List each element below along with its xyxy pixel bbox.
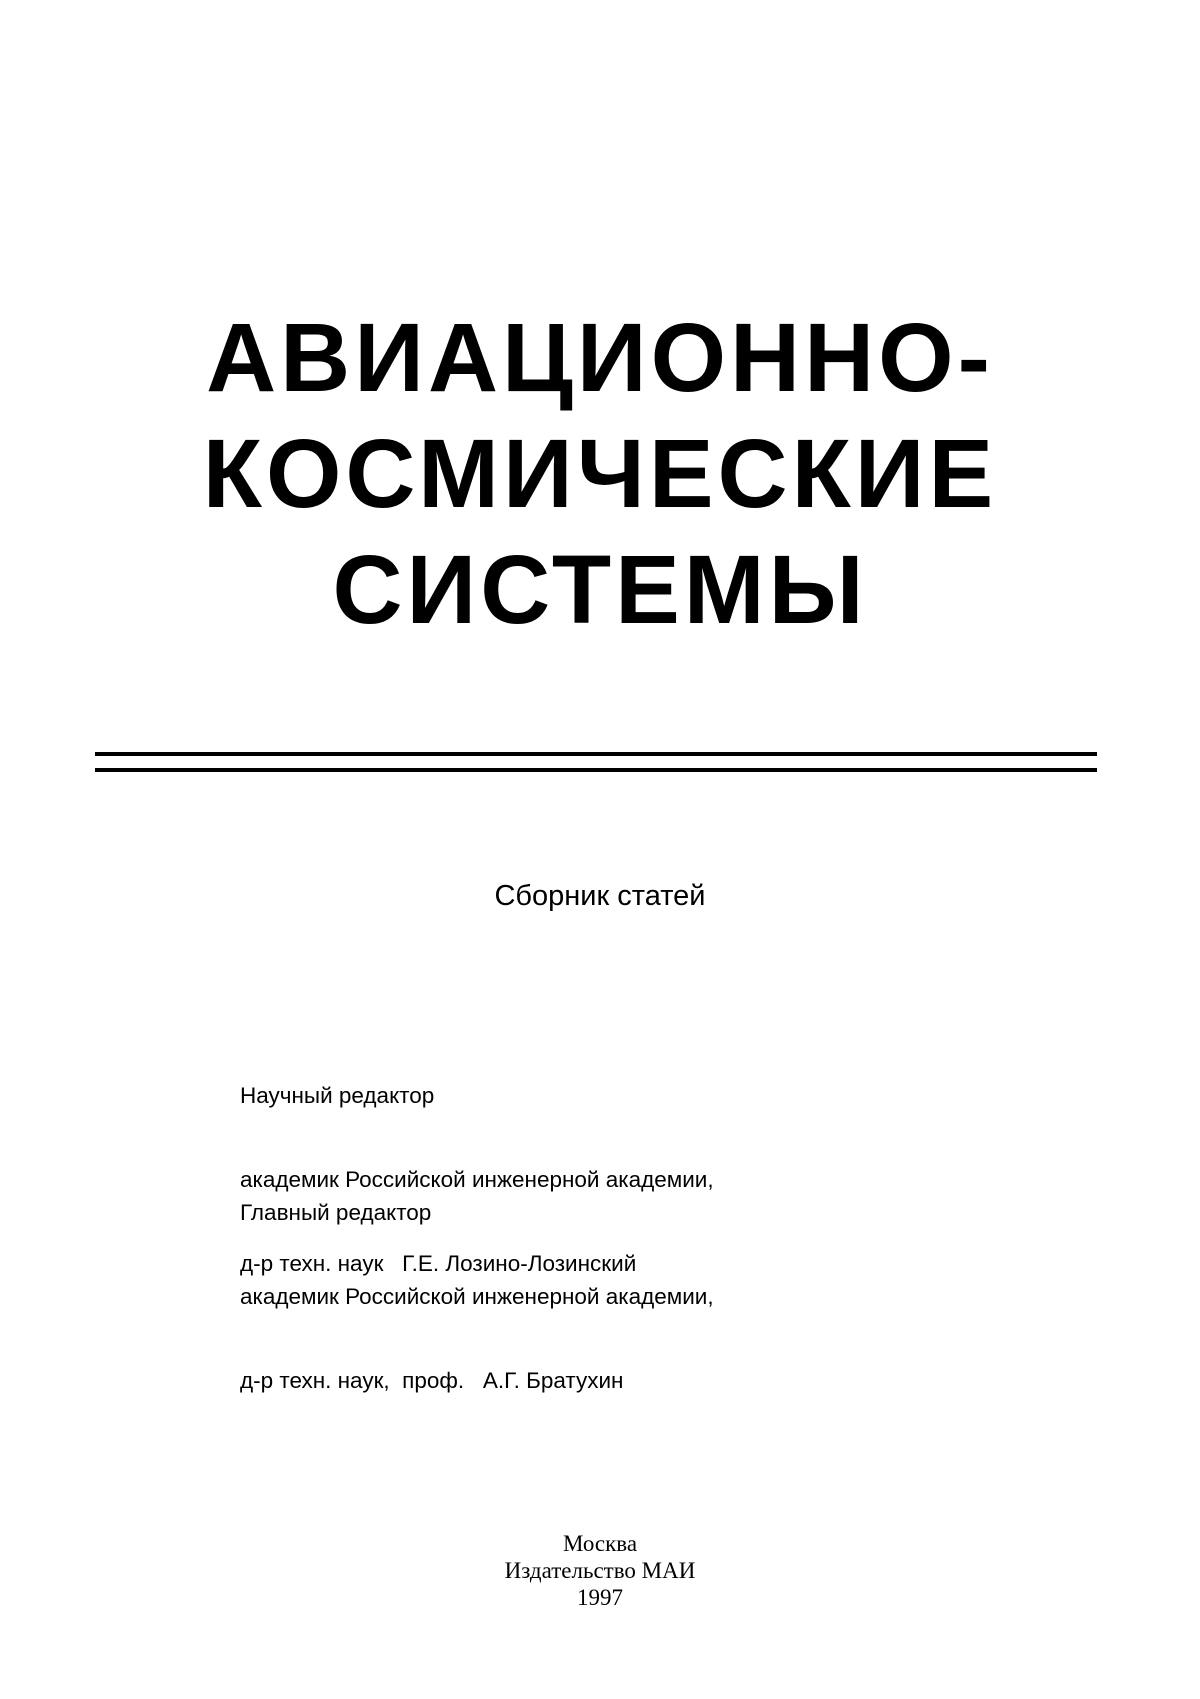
- chief-editor-name: д-р техн. наук, проф. А.Г. Братухин: [240, 1368, 624, 1393]
- book-title-line-3: СИСТЕМЫ: [332, 535, 868, 644]
- scientific-editor-title: академик Российской инженерной академии,: [240, 1167, 714, 1192]
- chief-editor-block: [240, 1143, 1140, 1423]
- imprint-city: Москва: [562, 1531, 638, 1556]
- imprint-year: 1997: [577, 1585, 623, 1610]
- book-title: [0, 300, 1200, 648]
- book-subtitle: Сборник статей: [494, 880, 706, 912]
- book-title-line-1: АВИАЦИОННО-: [206, 303, 994, 412]
- scientific-editor-name: д-р техн. наук Г.Е. Лозино-Лозинский: [240, 1251, 637, 1276]
- scientific-editor-role: Научный редактор: [240, 1083, 435, 1108]
- book-title-line-2: КОСМИЧЕСКИЕ: [202, 419, 998, 528]
- divider-rule-bottom: [95, 768, 1097, 772]
- publisher-imprint: [0, 1530, 1200, 1611]
- chief-editor-role: Главный редактор: [240, 1200, 432, 1225]
- chief-editor-title: академик Российской инженерной академии,: [240, 1284, 714, 1309]
- divider-rule-top: [95, 752, 1097, 756]
- imprint-publisher: Издательство МАИ: [504, 1558, 696, 1583]
